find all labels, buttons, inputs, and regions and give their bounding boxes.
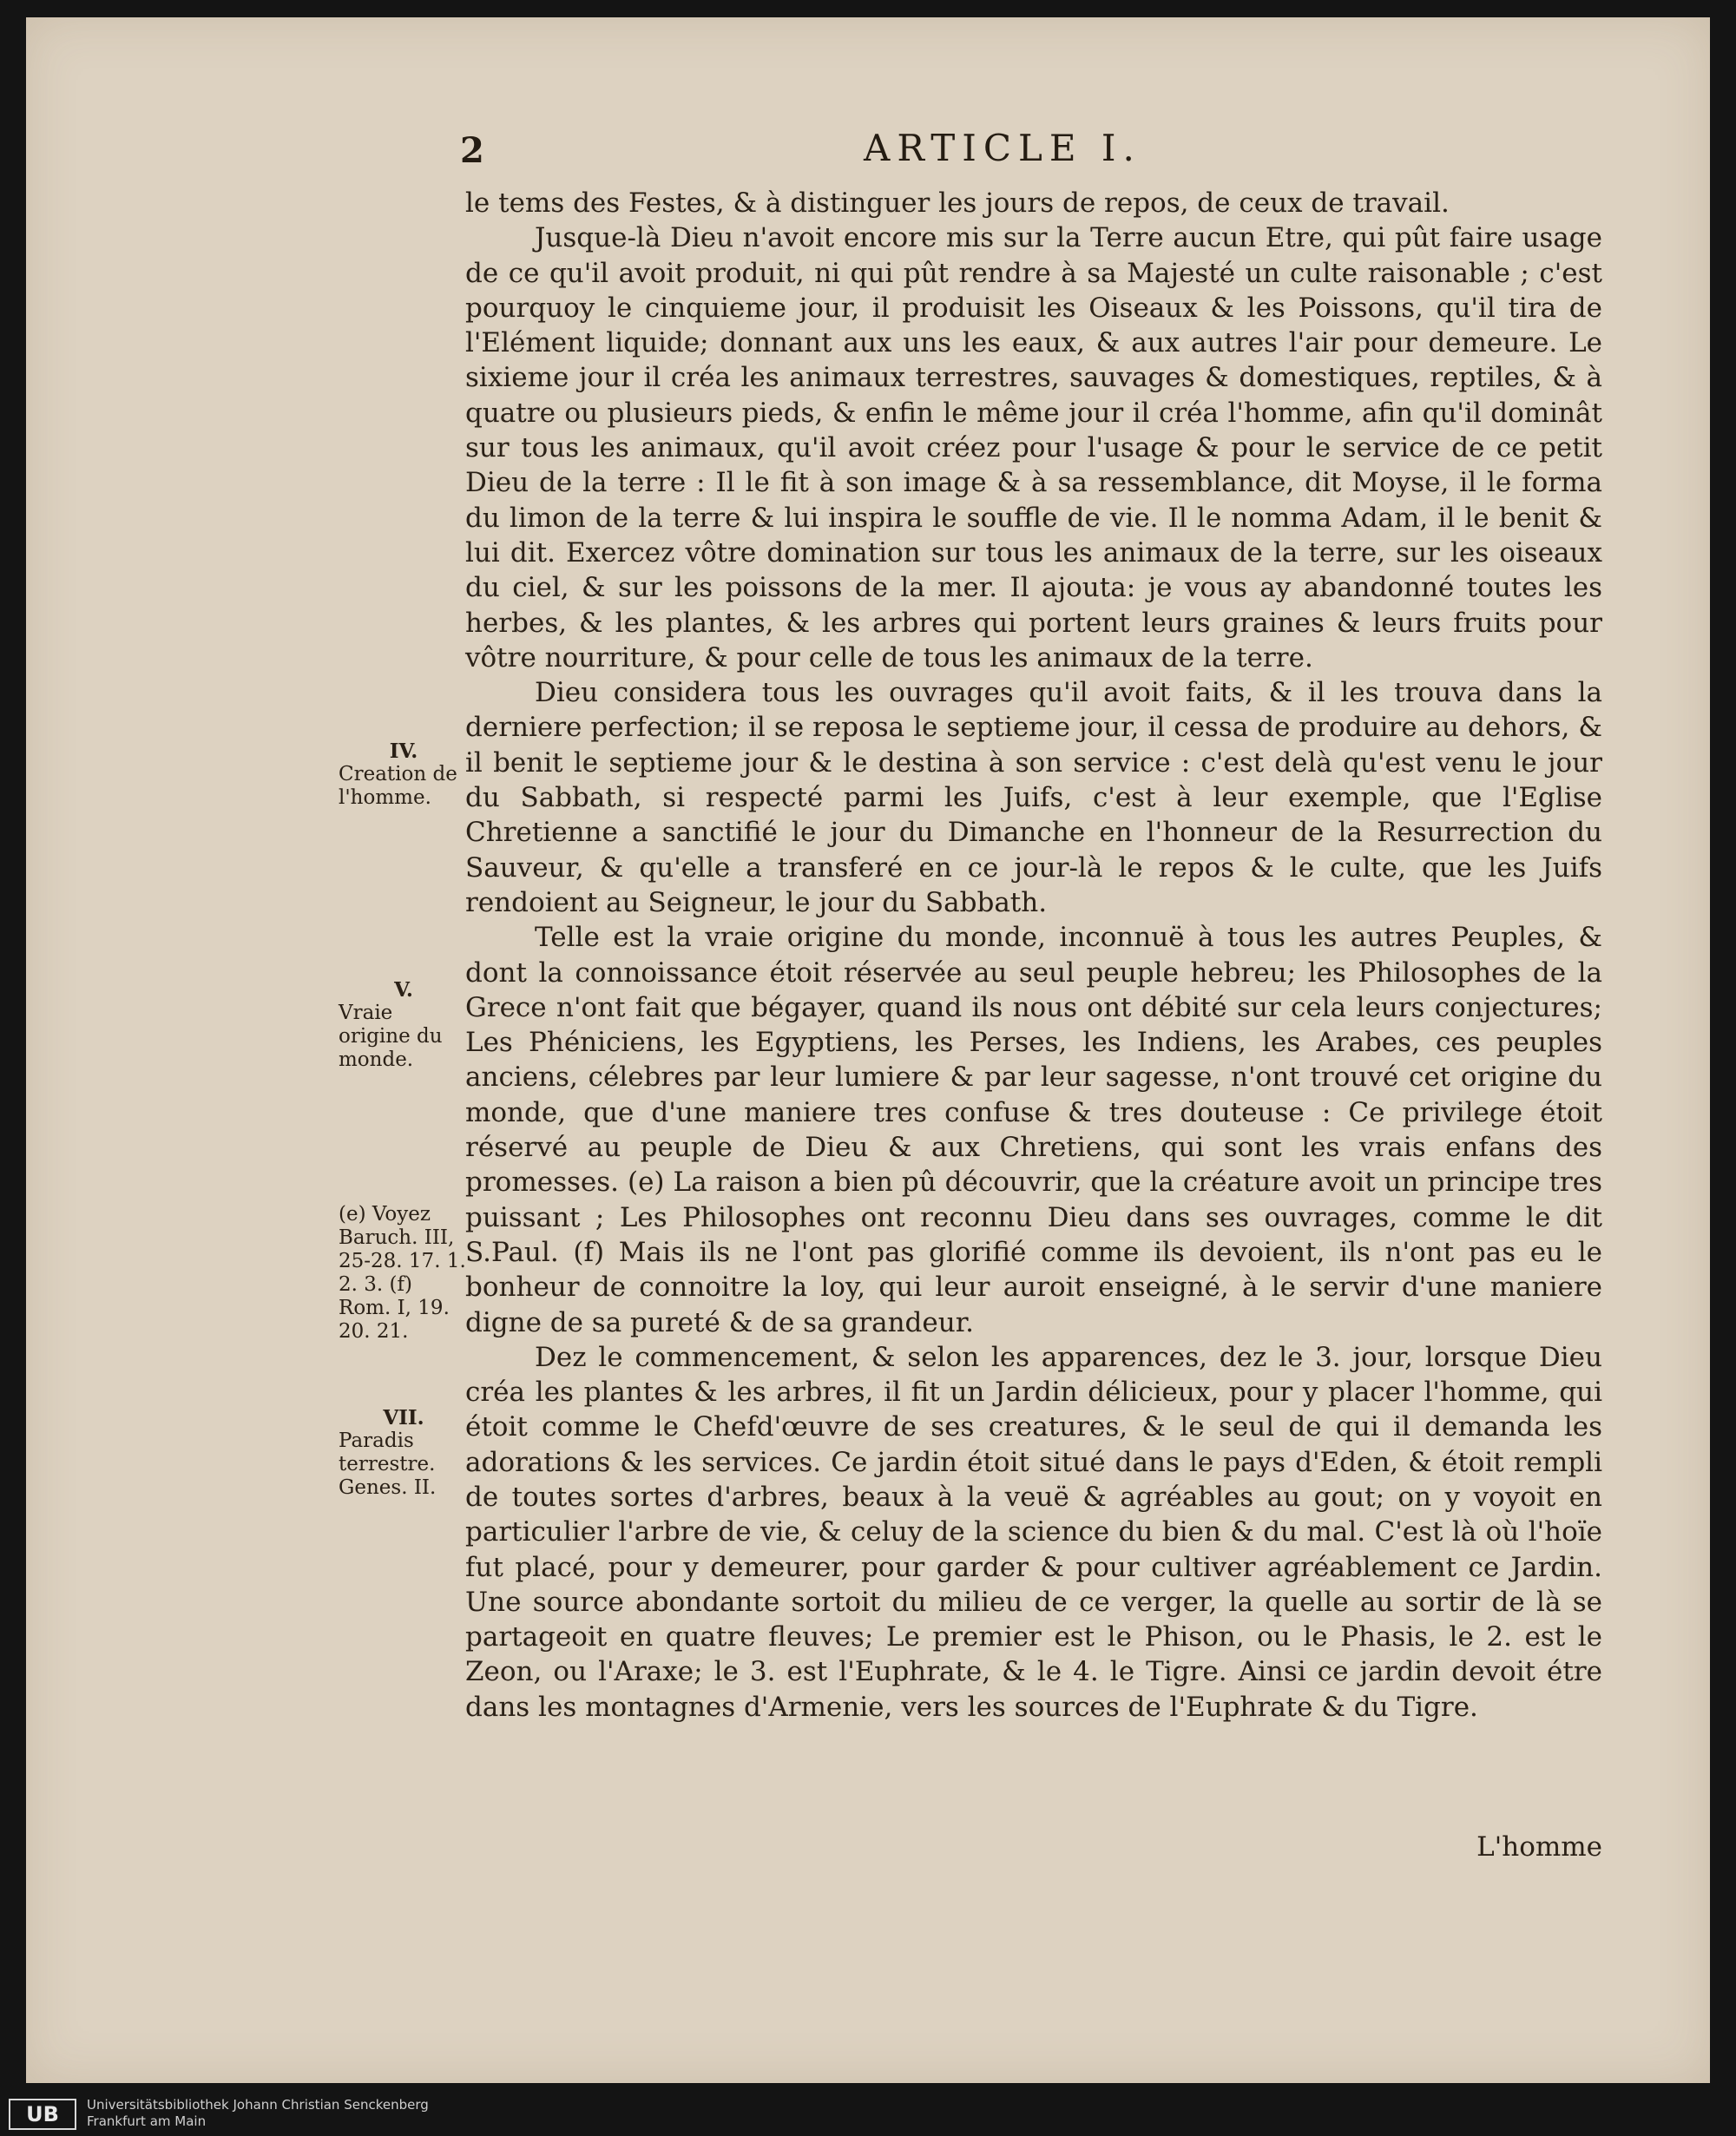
paragraph-1: le tems des Festes, & à distinguer les jours de repos, de ceux de travail. — [465, 187, 1450, 219]
margin-note-text: Vraie origine du monde. — [339, 1002, 443, 1071]
library-logo: UB — [9, 2099, 76, 2130]
margin-note-number: IV. — [389, 739, 418, 763]
page-number: 2 — [460, 130, 484, 171]
margin-note-number: VII. — [383, 1406, 424, 1429]
margin-note-creation — [339, 739, 469, 810]
paragraph-4: Telle est la vraie origine du monde, inconnuë à tous les autres Peuples, & dont la connoissance étoit réservée au seul peuple hebreu; les Philosophes de la Grece n'ont fait que bégayer, quand ils nous ont débité sur cela leurs conjectures; Les Phéniciens, les Egyptiens, les Perses, les Indiens, les Arabes, ces peuples anciens, célebres par leur lumiere & par leur sagesse, n'ont trouvé cet origine du monde, que d'une maniere tres confuse & tres douteuse : Ce privilege étoit réservé au peuple de Dieu & aux Chretiens, qui sont les vrais enfans des promesses. (e) La raison a bien pû découvrir, que la créature avoit un principe tres puissant ; Les Philosophes ont reconnu Dieu dans ses ouvrages, comme le dit S.Paul. (f) Mais ils ne l'ont pas glorifié comme ils devoient, ils n'ont pas eu le bonheur de connoitre la loy, qui leur auroit enseigné, à le servir d'une maniere digne de sa pureté & de sa grandeur. — [465, 922, 1602, 1338]
page-header — [26, 120, 1710, 172]
margin-note-text: (e) Voyez Baruch. III, 25-28. 17. 1. 2. 3. (f) Rom. I, 19. 20. 21. — [339, 1203, 466, 1343]
institution-line-1: Universitätsbibliothek Johann Christian Senckenberg — [87, 2097, 429, 2113]
page-sheet — [26, 17, 1710, 2083]
margin-note-origine — [339, 978, 469, 1072]
margin-note-number: V. — [394, 978, 413, 1002]
footer-bar — [0, 2092, 1736, 2136]
body-text — [465, 186, 1602, 1725]
margin-note-references — [339, 1203, 469, 1344]
catchword: L'homme — [1476, 1831, 1602, 1863]
running-head: ARTICLE I. — [864, 127, 1141, 169]
margin-note-paradis — [339, 1406, 469, 1500]
institution-credit — [87, 2097, 429, 2130]
paragraph-2: Jusque-là Dieu n'avoit encore mis sur la Terre aucun Etre, qui pût faire usage de ce qu'il avoit produit, ni qui pût rendre à sa Majesté un culte raisonable ; c'est pourquoy le cinquieme jour, il produisit les Oiseaux & les Poissons, qu'il tira de l'Elément liquide; donnant aux uns les eaux, & aux autres l'air pour demeure. Le sixieme jour il créa les animaux terrestres, sauvages & domestiques, reptiles, & à quatre ou plusieurs pieds, & enfin le même jour il créa l'homme, afin qu'il dominât sur tous les animaux, qu'il avoit créez pour l'usage & pour le service de ce petit Dieu de la terre : Il le fit à son image & à sa ressemblance, dit Moyse, il le forma du limon de la terre & lui inspira le souffle de vie. Il le nomma Adam, il le benit & lui dit. Exercez vôtre domination sur tous les animaux de la terre, sur les oiseaux du ciel, & sur les poissons de la mer. Il ajouta: je vous ay abandonné toutes les herbes, & les plantes, & les arbres qui portent leurs graines & leurs fruits pour vôtre nourriture, & pour celle de tous les animaux de la terre. — [465, 222, 1602, 674]
paragraph-3: Dieu considera tous les ouvrages qu'il avoit faits, & il les trouva dans la derniere perfection; il se reposa le septieme jour, il cessa de produire au dehors, & il benit le septieme jour & le destina à son service : c'est delà qu'est venu le jour du Sabbath, si respecté parmi les Juifs, c'est à leur exemple, que l'Eglise Chretienne a sanctifié le jour du Dimanche en l'honneur de la Resurrection du Sauveur, & qu'elle a transferé en ce jour-là le repos & le culte, que les Juifs rendoient au Seigneur, le jour du Sabbath. — [465, 677, 1602, 918]
paragraph-5: Dez le commencement, & selon les apparences, dez le 3. jour, lorsque Dieu créa les plantes & les arbres, il fit un Jardin délicieux, pour y placer l'homme, qui étoit comme le Chefd'œuvre de ses creatures, & le seul de qui il demanda les adorations & les services. Ce jardin étoit situé dans le pays d'Eden, & étoit rempli de toutes sortes d'arbres, beaux à la veuë & agréables au gout; on y voyoit en particulier l'arbre de vie, & celuy de la science du bien & du mal. C'est là où l'hoïe fut placé, pour y demeurer, pour garder & pour cultiver agréablement ce Jardin. Une source abondante sortoit du milieu de ce verger, la quelle au sortir de là se partageoit en quatre fleuves; Le premier est le Phison, ou le Phasis, le 2. est le Zeon, ou l'Araxe; le 3. est l'Euphrate, & le 4. le Tigre. Ainsi ce jardin devoit étre dans les montagnes d'Armenie, vers les sources de l'Euphrate & du Tigre. — [465, 1341, 1602, 1723]
margin-note-text: Paradis terrestre. Genes. II. — [339, 1429, 437, 1499]
institution-line-2: Frankfurt am Main — [87, 2113, 207, 2129]
margin-note-text: Creation de l'homme. — [339, 763, 457, 809]
